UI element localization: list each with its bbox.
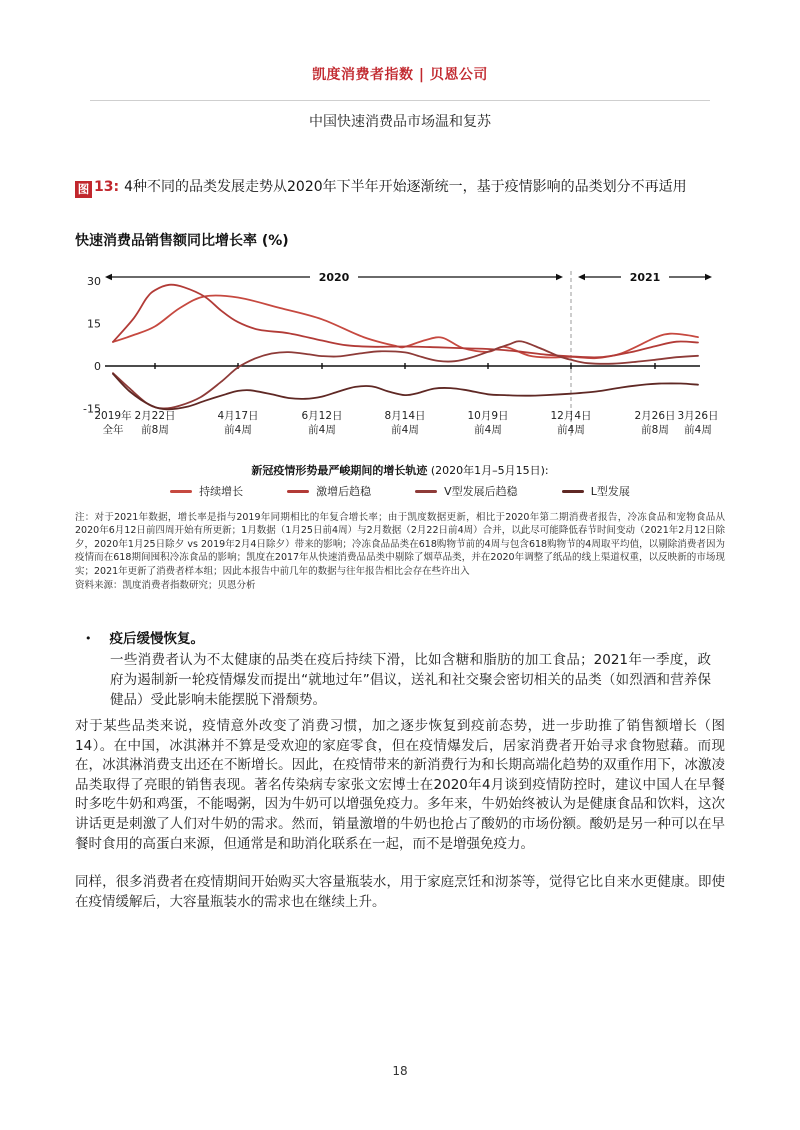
page-title: 中国快速消费品市场温和复苏	[309, 114, 491, 130]
chart-notes	[75, 511, 725, 593]
x-axis-label: 前4周	[308, 424, 336, 436]
legend-item-1	[287, 483, 371, 499]
x-axis-label: 2019年	[94, 410, 132, 422]
arrowhead-icon	[105, 274, 112, 280]
series-line-0	[113, 295, 698, 358]
header-divider	[90, 100, 710, 101]
legend-title-rest: (2020年1月–5月15日):	[427, 464, 549, 477]
legend-item-3	[562, 483, 630, 499]
x-axis-label: 10月9日	[467, 410, 509, 422]
page-number: 18	[392, 1064, 408, 1078]
x-axis-label: 前8周	[641, 424, 669, 436]
body-paragraph: 对于某些品类来说，疫情意外改变了消费习惯，加之逐步恢复到疫前态势，进一步助推了销售额增长（图14）。在中国，冰淇淋并不算是受欢迎的家庭零食，但在疫情爆发后，居家消费者开始寻求食物慰藉。而现在，冰淇淋消费支出还在不断增长。因此，在疫情带来的新消费行为和长期高端化趋势的双重作用下，冰激凌品类取得了亮眼的销售表现。著名传染病专家张文宏博士在2020年4月谈到疫情防控时，建议中国人在早餐时多吃牛奶和鸡蛋，不能喝粥，因为牛奶可以增强免疫力。多年来，牛奶始终被认为是健康食品和饮料，这次讲话更是刺激了人们对牛奶的需求。然而，销量激增的牛奶也抢占了酸奶的市场份额。酸奶是另一种可以在早餐时食用的高蛋白来源，但通常是和助消化联系在一起，而不是增强免疫力。	[75, 718, 725, 852]
x-axis-label: 前4周	[474, 424, 502, 436]
growth-chart-svg	[75, 266, 725, 456]
x-axis-label: 前4周	[224, 424, 252, 436]
legend-marker	[170, 490, 192, 493]
arrowhead-icon	[705, 274, 712, 280]
y-axis-label: 30	[87, 275, 101, 289]
growth-chart	[75, 266, 725, 456]
arrowhead-icon	[578, 274, 585, 280]
figure-caption-text: 4种不同的品类发展走势从2020年下半年开始逐渐统一，基于疫情影响的品类划分不再适用	[124, 179, 687, 195]
body-paragraph: 同样，很多消费者在疫情期间开始购买大容量瓶装水，用于家庭烹饪和沏茶等，觉得它比自来水更健康。即使在疫情缓解后，大容量瓶装水的需求也在继续上升。	[75, 874, 725, 910]
y-axis-label: 15	[87, 317, 101, 331]
x-axis-label: 全年	[102, 424, 124, 436]
figure-tag-box: 图	[75, 181, 92, 198]
legend-label: L型发展	[590, 485, 630, 498]
legend-item-0	[170, 483, 243, 499]
chart-legend-title	[75, 462, 725, 478]
bullet-title: 疫后缓慢恢复。	[109, 631, 204, 647]
x-axis-label: 前4周	[684, 424, 712, 436]
x-axis-label: 前8周	[141, 424, 169, 436]
legend-label: 持续增长	[199, 485, 244, 498]
bullet-paragraph: 一些消费者认为不太健康的品类在疫后持续下滑，比如含糖和脂肪的加工食品；2021年一季度，政府为遏制新一轮疫情爆发而提出“就地过年”倡议，送礼和社交聚会密切相关的品类（如烈酒和营养保健品）受此影响未能摆脱下滑颓势。	[110, 652, 711, 708]
x-axis-label: 8月14日	[384, 410, 426, 422]
y-axis-label: -15	[83, 402, 101, 416]
x-axis-label: 前4周	[557, 424, 585, 436]
figure-caption	[75, 176, 735, 198]
header-brand: 凯度消费者指数 | 贝恩公司	[312, 67, 488, 83]
x-axis-label: 4月17日	[217, 410, 259, 422]
x-axis-label: 2月22日	[134, 410, 176, 422]
series-line-3	[113, 374, 698, 409]
y-axis-label: 0	[94, 360, 101, 373]
series-line-1	[113, 285, 698, 358]
arrowhead-icon	[556, 274, 563, 280]
chart-title: 快速消费品销售额同比增长率 (%)	[75, 233, 289, 249]
figure-number: 13:	[94, 179, 120, 195]
legend-marker	[415, 490, 437, 493]
period-label: 2020	[318, 271, 350, 284]
legend-marker	[562, 490, 584, 493]
period-label: 2021	[629, 271, 661, 284]
legend-label: V型发展后趋稳	[444, 485, 518, 498]
chart-note-text: 注：对于2021年数据，增长率是指与2019年同期相比的年复合增长率；由于凯度数据更新，相比于2020年第二期消费者报告，冷冻食品和宠物食品从2020年6月12日前四周开始有所更新；1月数据（1月25日前4周）与2月数据（2月22日前4周）合并，以此尽可能降低春节时间变动（2021年2月12日除夕，2020年1月25日除夕 vs 2019年2月4日除夕）带来的影响；冷冻食品品类在618购物节前的4周与包含618购物节的4周取平均值，以剔除消费者因为疫情而在618期间囤积冷冻食品的影响；凯度在2017年从快速消费品品类中剔除了烟草品类，并在2020年调整了纸品的线上渠道权重，以反映新的市场现实；2021年更新了消费者样本组；因此本报告中前几年的数据与往年报告相比会存在些许出入	[75, 512, 725, 577]
x-axis-label: 2月26日	[634, 410, 676, 422]
x-axis-label: 前4周	[391, 424, 419, 436]
chart-legend	[75, 483, 725, 499]
x-axis-label: 6月12日	[301, 410, 343, 422]
legend-label: 激增后趋稳	[316, 485, 372, 498]
legend-title-bold: 新冠疫情形势最严峻期间的增长轨迹	[251, 464, 428, 477]
bullet-row	[85, 629, 725, 649]
x-axis-label: 12月4日	[550, 410, 592, 422]
legend-marker	[287, 490, 309, 493]
bullet-marker: •	[85, 632, 92, 645]
x-axis-label: 3月26日	[677, 410, 719, 422]
chart-source: 资料来源：凯度消费者指数研究；贝恩分析	[75, 580, 256, 592]
series-line-2	[113, 341, 698, 408]
legend-item-2	[415, 483, 518, 499]
